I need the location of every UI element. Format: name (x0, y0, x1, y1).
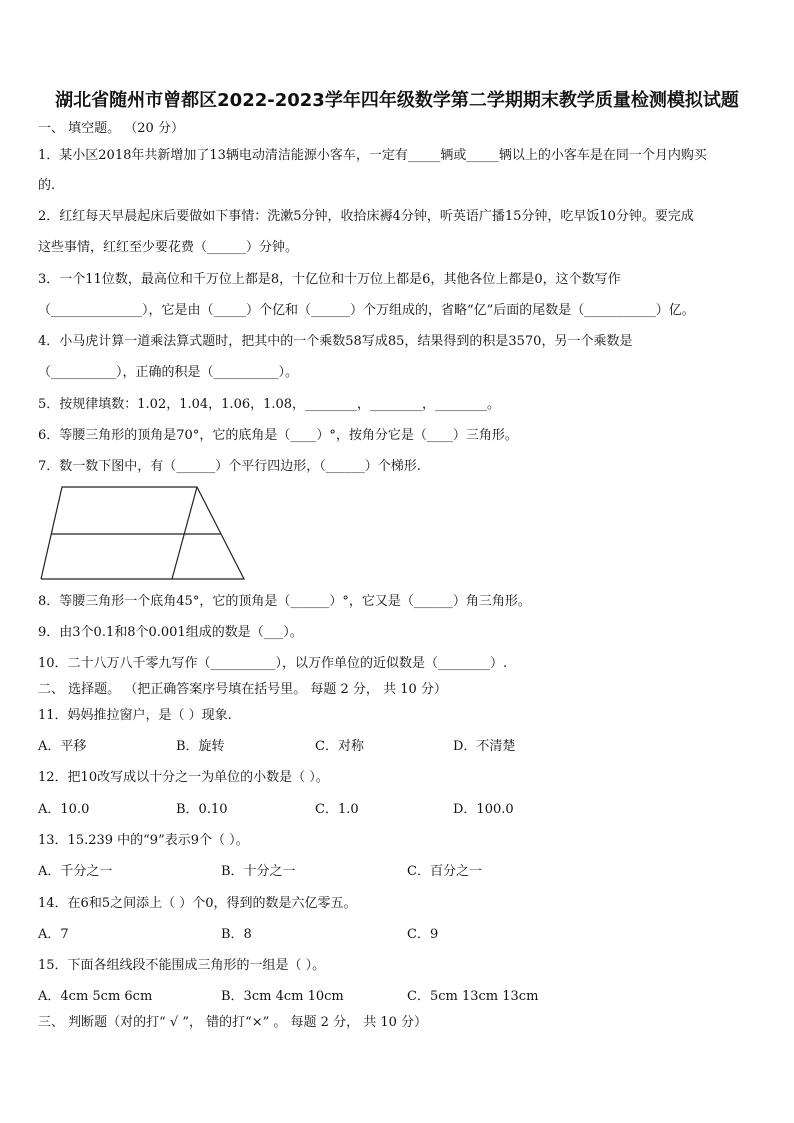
question-12-option-a: A．10.0 (38, 802, 90, 817)
question-14-option-b: B．8 (221, 927, 252, 942)
question-3-line-1: 3．一个11位数，最高位和千万位上都是8，十亿位和十万位上都是6，其他各位上都是0，这个数写作 (38, 272, 621, 287)
question-11-option-c: C．对称 (315, 739, 364, 754)
question-6: 6．等腰三角形的顶角是70°，它的底角是（____）°，按角分它是（____）三角形。 (38, 428, 518, 443)
question-13-stem: 13．15.239 中的“9”表示9个（ ）。 (38, 833, 249, 848)
question-12-option-c: C．1.0 (315, 802, 359, 817)
figure-diagonal-line (172, 487, 197, 579)
question-14-option-c: C．9 (407, 927, 439, 942)
question-12-option-d: D．100.0 (453, 802, 514, 817)
question-11-option-b: B．旋转 (176, 739, 225, 754)
question-4-line-1: 4．小马虎计算一道乘法算式题时，把其中的一个乘数58写成85，结果得到的积是3570，另一个乘数是 (38, 334, 633, 349)
page-title: 湖北省随州市曾都区2022-2023学年四年级数学第二学期期末教学质量检测模拟试题 (55, 90, 739, 111)
question-10: 10．二十八万八千零九写作（__________），以万作单位的近似数是（________）. (38, 656, 508, 671)
question-13-option-c: C．百分之一 (407, 864, 482, 879)
question-11-option-d: D．不清楚 (453, 739, 516, 754)
question-3-line-2: （______________），它是由（_____）个亿和（______）个万组成的，省略“亿”后面的尾数是（___________）亿。 (38, 303, 695, 318)
question-1-line-2: 的. (38, 178, 56, 193)
section-heading-multiple-choice: 二、 选择题。 （把正确答案序号填在括号里。 每题 2 分， 共 10 分） (38, 682, 447, 697)
question-5: 5．按规律填数：1.02，1.04，1.06，1.08，________，________，________。 (38, 397, 501, 412)
question-8: 8．等腰三角形一个底角45°，它的顶角是（______）°，它又是（______）角三角形。 (38, 594, 531, 609)
parallelogram-trapezoid-figure (38, 484, 250, 584)
question-13-option-a: A．千分之一 (38, 864, 113, 879)
question-12-stem: 12．把10改写成以十分之一为单位的小数是（ ）。 (38, 770, 329, 785)
question-15-option-b: B．3cm 4cm 10cm (221, 989, 344, 1004)
question-12-option-b: B．0.10 (176, 802, 228, 817)
question-15-option-c: C．5cm 13cm 13cm (407, 989, 539, 1004)
question-2-line-1: 2．红红每天早晨起床后要做如下事情：洗漱5分钟，收拾床褥4分钟，听英语广播15分钟，吃早饭10分钟。要完成 (38, 209, 694, 224)
question-15-stem: 15．下面各组线段不能围成三角形的一组是（ ）。 (38, 958, 326, 973)
section-heading-true-false: 三、 判断题（对的打“ √ ”， 错的打“×” 。 每题 2 分， 共 10 分） (38, 1015, 428, 1030)
question-13-option-b: B．十分之一 (221, 864, 296, 879)
question-1-line-1: 1．某小区2018年共新增加了13辆电动清洁能源小客车，一定有_____辆或_____辆以上的小客车是在同一个月内购买 (38, 148, 707, 163)
question-11-option-a: A．平移 (38, 739, 87, 754)
figure-outline (41, 487, 244, 579)
question-2-line-2: 这些事情，红红至少要花费（______）分钟。 (38, 240, 299, 255)
question-15-option-a: A．4cm 5cm 6cm (38, 989, 153, 1004)
question-4-line-2: （__________），正确的积是（__________）。 (38, 365, 299, 380)
question-7: 7．数一数下图中，有（______）个平行四边形，（______）个梯形. (38, 459, 421, 474)
section-heading-fill-blank: 一、 填空题。 （20 分） (38, 121, 184, 136)
question-14-stem: 14．在6和5之间添上（ ）个0，得到的数是六亿零五。 (38, 896, 357, 911)
question-9: 9．由3个0.1和8个0.001组成的数是（___）。 (38, 625, 303, 640)
question-11-stem: 11．妈妈推拉窗户，是（ ）现象. (38, 708, 232, 723)
question-14-option-a: A．7 (38, 927, 69, 942)
